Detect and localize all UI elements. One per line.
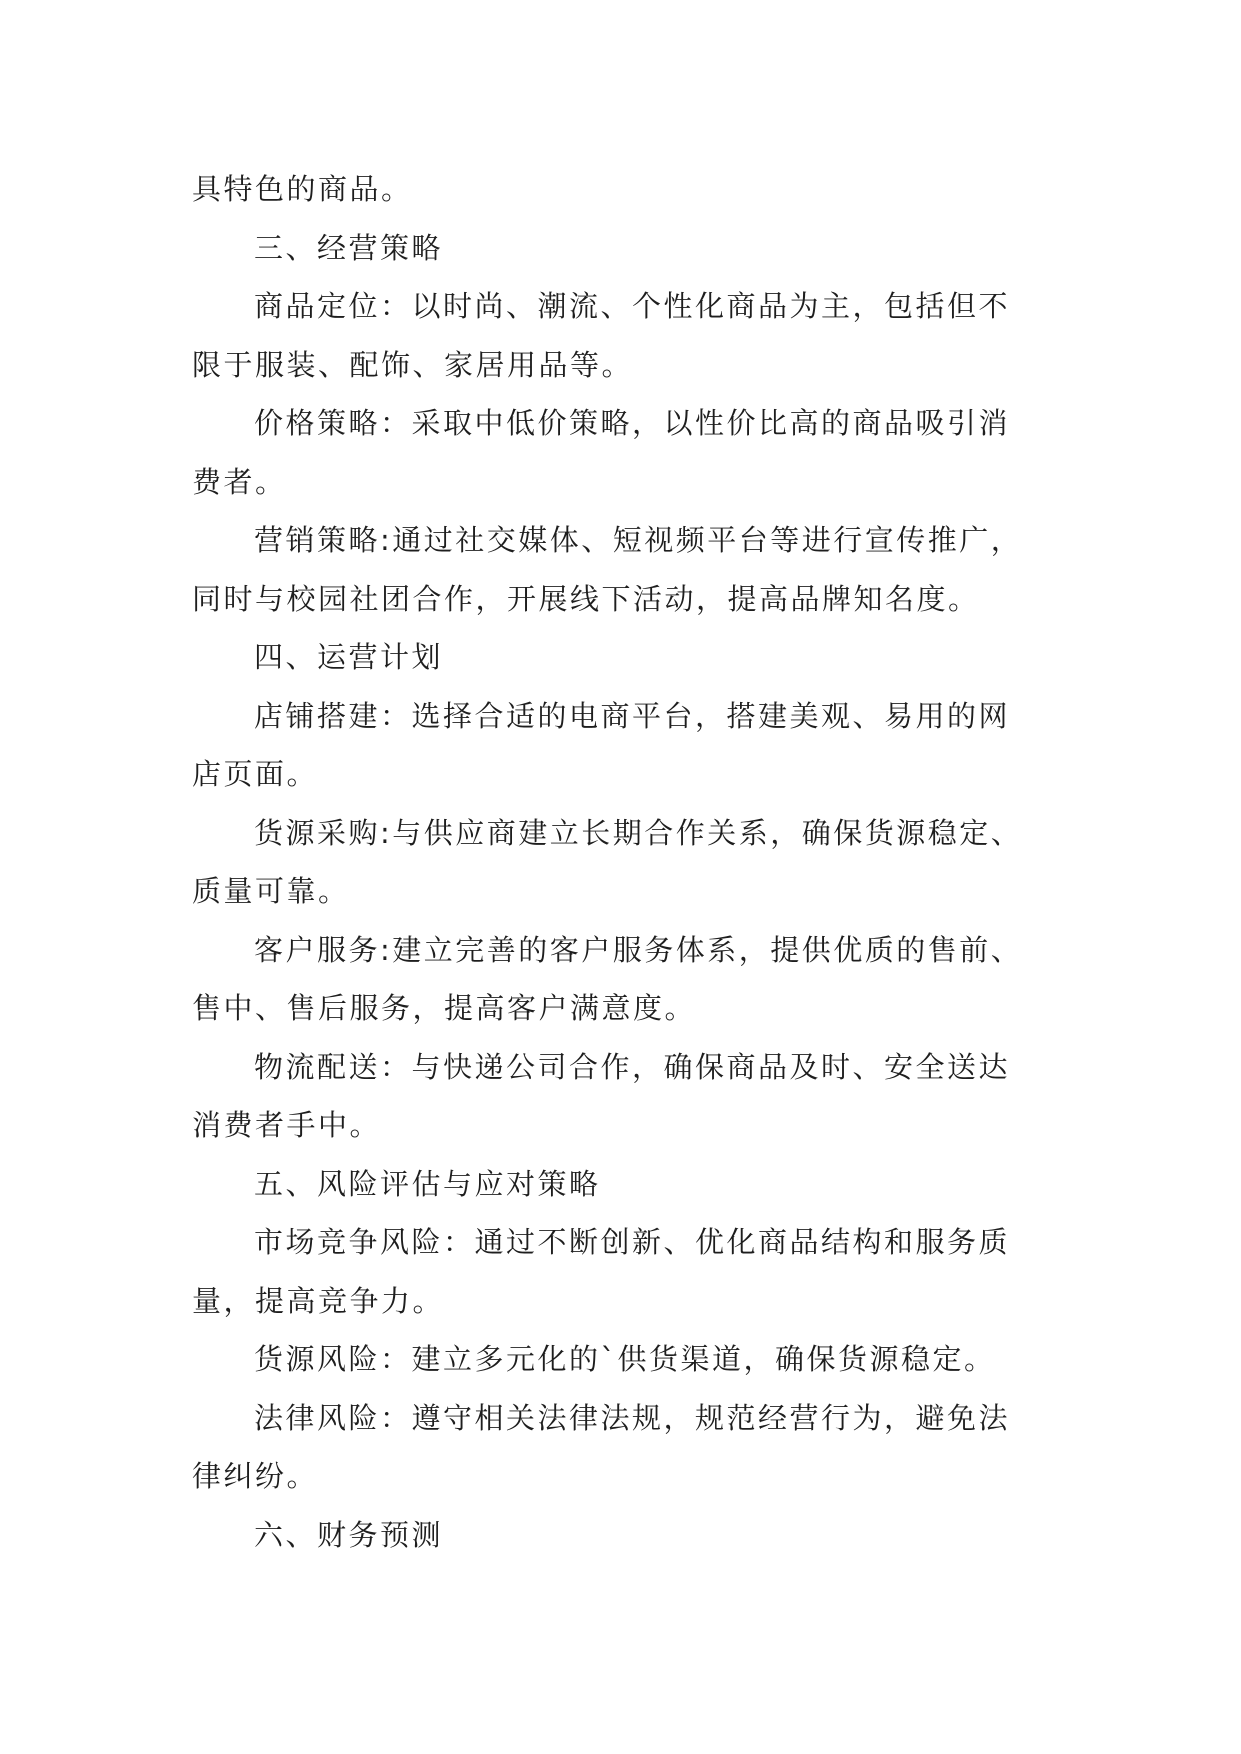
text-line: 货源风险：建立多元化的`供货渠道，确保货源稳定。: [254, 1342, 996, 1376]
text-line: 市场竞争风险：通过不断创新、优化商品结构和服务质: [254, 1225, 1011, 1259]
text-line: 店铺搭建：选择合适的电商平台，搭建美观、易用的网: [254, 698, 1011, 733]
text-line: 售中、售后服务，提高客户满意度。: [192, 991, 697, 1025]
text-line: 五、风险评估与应对策略: [254, 1166, 601, 1201]
text-line: 限于服装、配饰、家居用品等。: [192, 347, 634, 382]
text-line: 物流配送：与快递公司合作，确保商品及时、安全送达: [254, 1049, 1011, 1084]
text-line: 法律风险：遵守相关法律法规，规范经营行为，避免法: [254, 1400, 1011, 1435]
text-line: 量，提高竞争力。: [192, 1283, 445, 1318]
text-line: 消费者手中。: [192, 1108, 382, 1142]
text-line: 六、财务预测: [254, 1517, 444, 1552]
text-line: 营销策略:通过社交媒体、短视频平台等进行宣传推广，: [254, 523, 1023, 557]
document-body: [192, 160, 1052, 1564]
text-line: 货源采购:与供应商建立长期合作关系，确保货源稳定、: [254, 815, 1023, 850]
text-line: 商品定位：以时尚、潮流、个性化商品为主，包括但不: [254, 289, 1011, 323]
text-line: 价格策略：采取中低价策略，以性价比高的商品吸引消: [254, 406, 1011, 440]
text-line: 费者。: [192, 464, 287, 499]
text-line: 律纠纷。: [192, 1459, 319, 1493]
text-line: 四、运营计划: [254, 640, 444, 674]
text-line: 具特色的商品。: [192, 172, 413, 206]
text-line: 三、经营策略: [254, 230, 444, 265]
text-line: 质量可靠。: [192, 874, 350, 908]
text-line: 店页面。: [192, 757, 319, 791]
text-line: 客户服务:建立完善的客户服务体系，提供优质的售前、: [254, 932, 1023, 967]
text-line: 同时与校园社团合作，开展线下活动，提高品牌知名度。: [192, 581, 980, 616]
